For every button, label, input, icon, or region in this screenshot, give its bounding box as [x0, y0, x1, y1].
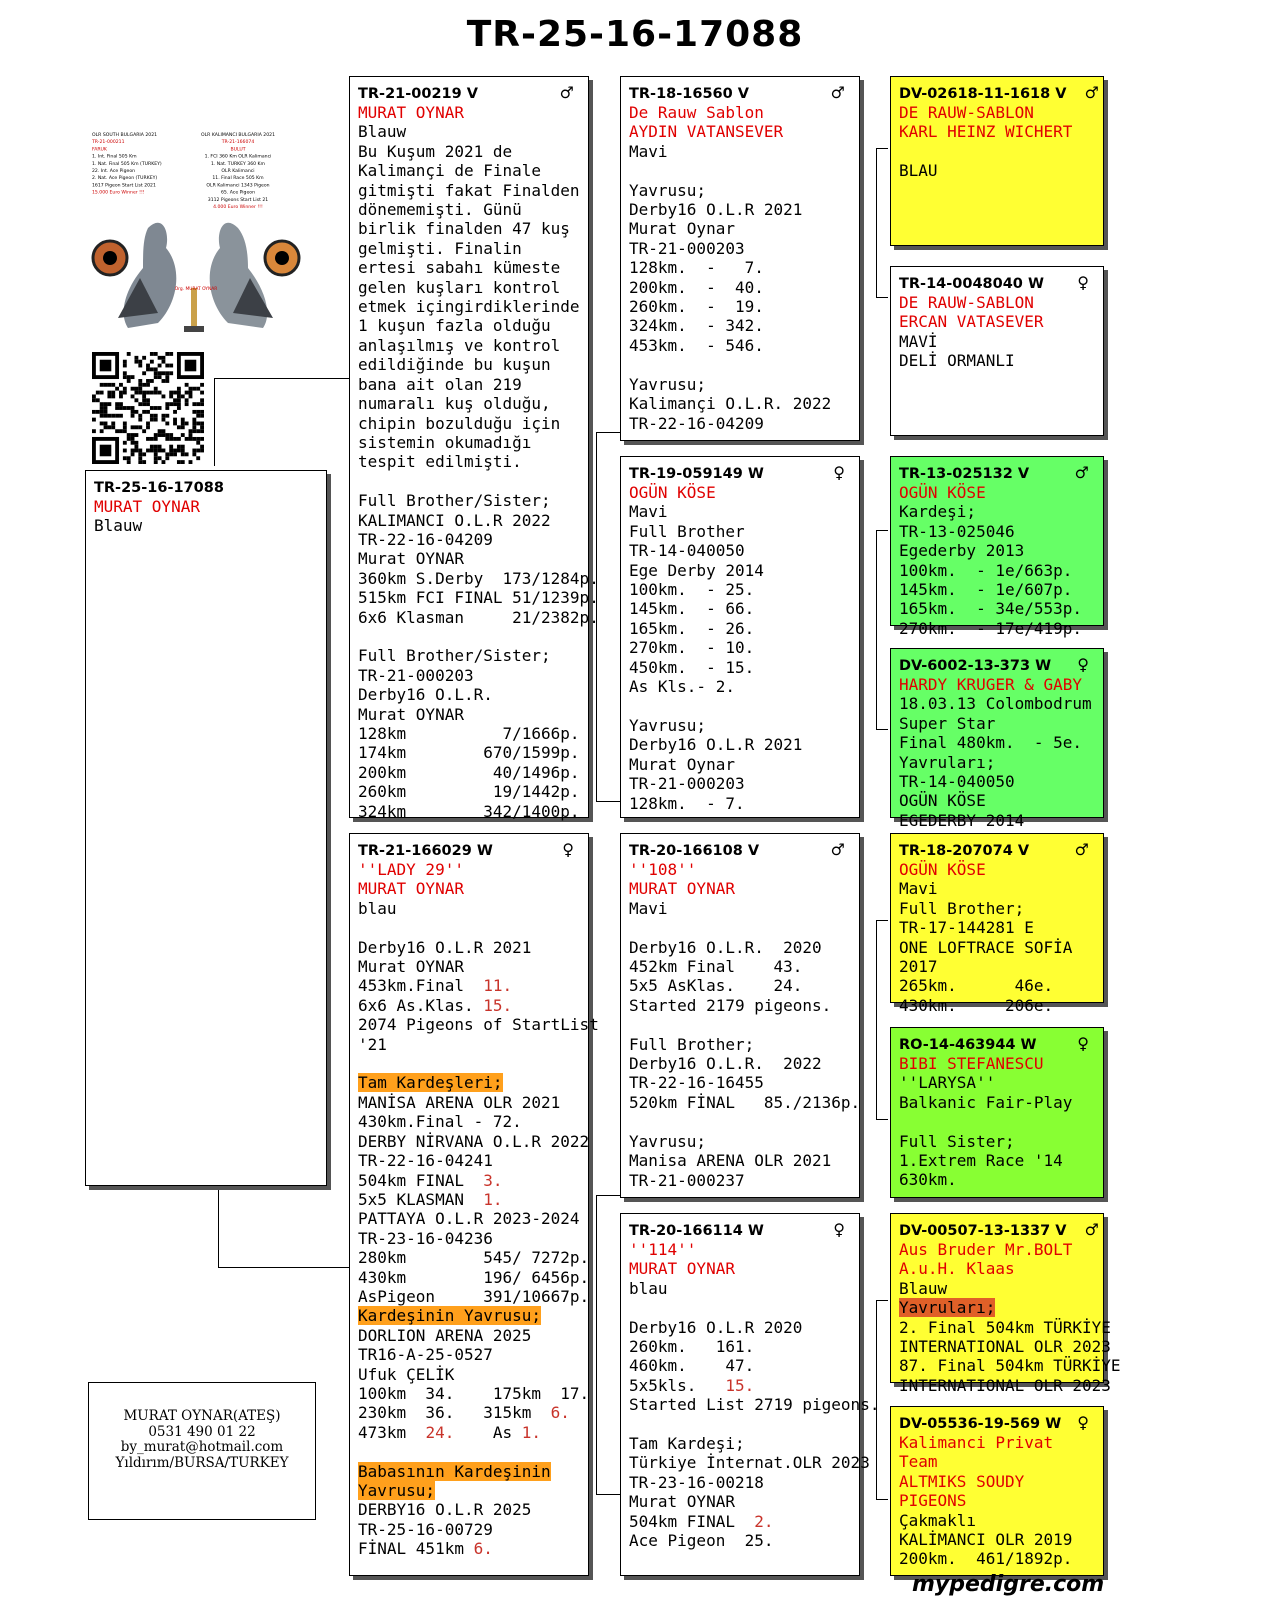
ssd-card[interactable]: [890, 266, 1104, 436]
card-line: Team: [899, 1452, 938, 1472]
card-line: DE RAUW-SABLON: [899, 103, 1034, 122]
card-line: OGÜN KÖSE: [629, 483, 716, 502]
card-line: Yavrusu;: [629, 715, 707, 735]
sire-dam-card[interactable]: [620, 456, 860, 818]
photo-caption-line: TR-21-166074: [221, 140, 255, 146]
card-line: Yavruları;: [899, 752, 996, 772]
ddd-card[interactable]: [890, 1406, 1104, 1576]
subject-card[interactable]: [85, 470, 327, 1186]
dam-ring: TR-21-166029 W: [358, 843, 493, 859]
card-line: Full Brother/Sister;: [358, 646, 551, 666]
sire-card[interactable]: [349, 76, 599, 821]
card-line: 200km. 461/1892p.: [899, 1549, 1073, 1569]
card-line: TR-22-16-04241: [358, 1151, 493, 1171]
card-line: 430km 196/ 6456p.: [358, 1267, 590, 1287]
female-icon: ♀: [833, 1220, 845, 1239]
dam-sire-card[interactable]: [620, 833, 860, 1198]
card-line: 128km 7/1666p.: [358, 724, 580, 743]
photo-caption-line: OLR Kalimanci 1343 Pigeon: [206, 183, 270, 189]
card-line: TR-21-000203: [358, 665, 474, 685]
card-line: 128km. - 7.: [629, 258, 764, 278]
card-line: ALTMIKS SOUDY: [899, 1471, 1025, 1491]
card-line: DELİ ORMANLI: [899, 351, 1015, 371]
card-line: Derby16 O.L.R. 2020: [629, 937, 822, 957]
card-line: Blauw: [94, 516, 143, 536]
card-line: Ufuk ÇELİK: [358, 1364, 455, 1384]
card-line: Derby16 O.L.R 2020: [629, 1317, 803, 1337]
card-line: TR-14-040050: [629, 541, 745, 561]
card-line: OGÜN KÖSE: [899, 791, 986, 811]
card-line: Kalimanci Privat: [899, 1433, 1054, 1452]
card-line: Full Brother/Sister;: [358, 491, 551, 511]
card-line: Final 480km. - 5e.: [899, 733, 1083, 753]
card-line: DE RAUW-SABLON: [899, 293, 1034, 312]
card-line: Blauw: [358, 122, 407, 142]
female-icon: ♀: [1077, 655, 1089, 674]
card-line: Mavi: [629, 502, 668, 522]
card-line: ''LADY 29'': [358, 860, 464, 879]
card-line: Derby16 O.L.R. 2022: [629, 1054, 822, 1074]
photo-caption-line: TR-21-000211: [92, 140, 125, 146]
card-line: Murat OYNAR: [629, 1492, 735, 1512]
photo-caption-line: 15.000 Euro Winner !!!: [92, 190, 145, 196]
card-line: ''LARYSA'': [899, 1073, 996, 1093]
card-line: Bu Kuşum 2021 de: [358, 141, 513, 161]
card-line: TR-22-16-04209: [358, 529, 493, 549]
qr-code[interactable]: [92, 352, 204, 464]
sss-ring: DV-02618-11-1618 V: [899, 86, 1067, 102]
card-line: 270km. - 17e/419p.: [899, 618, 1083, 638]
card-line: TR-14-040050: [899, 772, 1015, 792]
card-line: 145km. - 66.: [629, 599, 755, 619]
card-line: MURAT OYNAR: [94, 497, 200, 516]
card-line: TR-13-025046: [899, 521, 1015, 541]
photo-caption-line: BULUT: [230, 147, 246, 153]
card-line: Derby16 O.L.R.: [358, 685, 493, 705]
card-line: 230km 36. 315km 6.: [358, 1403, 570, 1423]
sire-dam-ring: TR-19-059149 W: [629, 466, 764, 482]
card-line: KALIMANCI O.L.R 2022: [358, 510, 551, 530]
male-icon: ♂: [1084, 83, 1099, 102]
photo-caption-line: 1. Nat. TURKEY 360 Km: [210, 161, 266, 167]
dam-sire-ring: TR-20-166108 V: [629, 843, 760, 859]
card-line: [629, 696, 853, 715]
card-line: INTERNATIONAL OLR 2023: [899, 1375, 1111, 1395]
card-line: [629, 918, 853, 937]
card-line: 430km. 206e.: [899, 995, 1054, 1015]
breeder-contact: [88, 1382, 316, 1520]
card-line: dönememişti. Günü: [358, 200, 522, 220]
card-line: 630km.: [899, 1170, 957, 1190]
card-line: Manisa ARENA OLR 2021: [629, 1151, 832, 1171]
card-line: Ege Derby 2014: [629, 560, 764, 580]
site-watermark[interactable]: mypedigre.com: [912, 1572, 1105, 1597]
card-line: Started 2179 pigeons.: [629, 995, 832, 1015]
card-line: TR-21-000203: [629, 774, 745, 794]
dss-ring: TR-18-207074 V: [899, 843, 1030, 859]
male-icon: ♂: [830, 840, 845, 859]
card-line: Türkiye İnternat.OLR 2023: [629, 1453, 870, 1473]
dsd-ring: RO-14-463944 W: [899, 1037, 1037, 1053]
card-line: 453km.Final 11.: [358, 976, 513, 996]
female-icon: ♀: [833, 463, 845, 482]
card-line: TR-22-16-04209: [629, 413, 764, 433]
card-line: 324km 342/1400p.: [358, 801, 580, 821]
card-line: Kardeşi;: [899, 502, 977, 522]
card-line: edildiğinde bu kuşun: [358, 355, 551, 375]
subject-ring: TR-25-16-17088: [94, 480, 224, 496]
card-line: TR-22-16-16455: [629, 1073, 764, 1093]
card-line: Murat OYNAR: [358, 957, 464, 977]
card-line: Derby16 O.L.R 2021: [629, 735, 803, 755]
card-line: [629, 1015, 853, 1034]
card-line: 165km. - 26.: [629, 618, 755, 638]
photo-caption-line: 4.000 Euro Winner !!!: [213, 205, 263, 210]
card-line: 1 kuşun fazla olduğu: [358, 316, 551, 336]
female-icon: ♀: [1077, 1034, 1089, 1053]
photo-caption-line: 2. Nat. Ace Pigeon (TURKEY): [92, 176, 158, 182]
card-line: [899, 1112, 1097, 1131]
card-line: 515km FCI FINAL 51/1239p.: [358, 588, 599, 608]
card-line: MURAT OYNAR: [629, 1259, 735, 1279]
photo-caption-line: OLR KALIMANCI BULGARIA 2021: [201, 133, 275, 138]
card-line: Full Brother;: [899, 898, 1025, 918]
card-line: 18.03.13 Colombodrum: [899, 694, 1092, 714]
card-line: Murat OYNAR: [358, 704, 464, 724]
card-line: [629, 1415, 853, 1434]
sire-ring: TR-21-00219 V: [358, 86, 478, 102]
card-line: KARL HEINZ WICHERT: [899, 122, 1073, 142]
card-line: Yavrusu;: [358, 1481, 436, 1500]
card-line: [358, 1442, 582, 1461]
card-line: FİNAL 451km 6.: [358, 1539, 493, 1559]
card-line: 100km 34. 175km 17.: [358, 1383, 590, 1403]
card-line: 6x6 As.Klas. 15.: [358, 995, 513, 1015]
card-line: gelmişti. Finalin: [358, 238, 522, 258]
card-line: birlik finalden 47 kuş: [358, 219, 570, 239]
sire-sire-ring: TR-18-16560 V: [629, 86, 749, 102]
card-line: 5x5 KLASMAN 1.: [358, 1189, 503, 1209]
card-line: Mavi: [629, 141, 668, 161]
sds-card[interactable]: [890, 456, 1104, 638]
dsd-card[interactable]: [890, 1027, 1104, 1198]
photo-caption-line: FARUK: [92, 147, 107, 153]
card-line: DERBY NİRVANA O.L.R 2022: [358, 1131, 590, 1151]
card-line: 360km S.Derby 173/1284p.: [358, 568, 599, 588]
female-icon: ♀: [1077, 273, 1089, 292]
card-line: TR-21-000237: [629, 1170, 745, 1190]
card-line: 128km. - 7.: [629, 793, 745, 813]
card-line: 452km Final 43.: [629, 957, 803, 977]
card-line: AsPigeon 391/10667p.: [358, 1286, 590, 1306]
card-line: 165km. - 34e/553p.: [899, 599, 1083, 619]
card-line: DORLION ARENA 2025: [358, 1325, 532, 1345]
card-line: 5x5kls. 15.: [629, 1375, 755, 1395]
card-line: Murat Oynar: [629, 754, 735, 774]
card-line: Derby16 O.L.R 2021: [629, 200, 803, 220]
card-line: Yavruları;: [899, 1298, 996, 1318]
card-line: [358, 1054, 582, 1073]
card-line: A.u.H. Klaas: [899, 1259, 1015, 1279]
card-line: Mavi: [629, 898, 668, 918]
card-line: 520km FİNAL 85./2136p.: [629, 1092, 861, 1112]
dds-card[interactable]: [890, 1213, 1121, 1395]
photo-caption-line: OLR SOUTH BULGARIA 2021: [92, 133, 158, 138]
male-icon: ♂: [1074, 463, 1089, 482]
card-line: blau: [358, 898, 397, 918]
card-line: PATTAYA O.L.R 2023-2024: [358, 1209, 580, 1229]
card-line: MURAT OYNAR: [358, 103, 464, 122]
male-icon: ♂: [559, 83, 574, 102]
card-line: 100km. - 1e/663p.: [899, 560, 1073, 580]
card-line: 260km. - 19.: [629, 297, 764, 317]
card-line: Babasının Kardeşinin: [358, 1461, 551, 1481]
card-line: gitmişti fakat Finalden: [358, 180, 580, 200]
card-line: numaralı kuş olduğu,: [358, 394, 551, 414]
card-line: PIGEONS: [899, 1491, 967, 1511]
card-line: 324km. - 342.: [629, 316, 764, 336]
female-icon: ♀: [562, 840, 574, 859]
card-line: 450km. - 15.: [629, 657, 755, 677]
card-line: tespit edilmişti.: [358, 452, 522, 472]
card-line: BIBI STEFANESCU: [899, 1054, 1044, 1073]
card-line: TR-23-16-04236: [358, 1228, 493, 1248]
card-line: 460km. 47.: [629, 1356, 755, 1376]
card-line: ONE LOFTRACE SOFİA: [899, 937, 1073, 957]
breeder-name: MURAT OYNAR(ATEŞ): [123, 1408, 281, 1424]
photo-caption-line: OLR Kalimanci: [221, 169, 255, 174]
card-line: Aus Bruder Mr.BOLT: [899, 1240, 1073, 1259]
card-line: DERBY16 O.L.R 2025: [358, 1500, 532, 1520]
card-line: blau: [629, 1278, 668, 1298]
dam-card[interactable]: [349, 833, 599, 1576]
dam-dam-card[interactable]: [620, 1213, 880, 1576]
photo-caption-line: 1. Nat. Final 505 Km (TURKEY): [92, 161, 162, 167]
photo-caption-line: 1. Int. Final 505 Km: [92, 154, 137, 160]
card-line: [629, 161, 853, 180]
card-line: MANİSA ARENA OLR 2021: [358, 1092, 561, 1112]
card-line: TR-21-000203: [629, 238, 745, 258]
card-line: 265km. 46e.: [899, 976, 1054, 996]
card-line: Full Brother: [629, 521, 745, 541]
card-line: 2074 Pigeons of StartList: [358, 1015, 599, 1035]
photo-caption-line: 22. Int. Ace Pigeon: [92, 169, 136, 174]
card-line: Murat Oynar: [629, 219, 735, 239]
sdd-card[interactable]: [890, 648, 1104, 830]
breeder-email[interactable]: by_murat@hotmail.com: [120, 1439, 284, 1455]
card-line: EGEDERBY 2014: [899, 810, 1025, 830]
card-line: Egederby 2013: [899, 541, 1025, 561]
card-line: Kalimançi de Finale: [358, 161, 542, 181]
card-line: 5x5 AsKlas. 24.: [629, 976, 803, 996]
card-line: Balkanic Fair-Play: [899, 1092, 1073, 1112]
card-line: MURAT OYNAR: [629, 879, 735, 899]
card-line: MURAT OYNAR: [358, 879, 464, 899]
card-line: INTERNATIONAL OLR 2023: [899, 1337, 1111, 1357]
photo-caption-line: 1. FCI 360 Km OLR Kalimanci: [204, 154, 272, 160]
card-line: bana ait olan 219: [358, 374, 522, 394]
dds-ring: DV-00507-13-1337 V: [899, 1223, 1067, 1239]
card-line: Yavrusu;: [629, 180, 707, 200]
card-line: 100km. - 25.: [629, 580, 755, 600]
card-line: ERCAN VATASEVER: [899, 312, 1044, 332]
photo-caption-line: 65. Ace Pigeon: [220, 190, 256, 196]
card-line: 260km 19/1442p.: [358, 782, 580, 802]
card-line: Çakmaklı: [899, 1510, 977, 1530]
card-line: Full Brother;: [629, 1034, 755, 1054]
card-line: chipin bozulduğu için: [358, 413, 561, 433]
sire-sire-card[interactable]: [620, 76, 860, 441]
card-line: 430km.Final - 72.: [358, 1112, 522, 1132]
card-line: [629, 355, 853, 374]
breeder-phone[interactable]: 0531 490 01 22: [148, 1423, 256, 1440]
page-title: TR-25-16-17088: [466, 14, 804, 55]
card-line: TR-23-16-00218: [629, 1472, 764, 1492]
card-line: ''108'': [629, 860, 697, 879]
card-line: [629, 1112, 853, 1131]
dam-dam-ring: TR-20-166114 W: [629, 1223, 764, 1239]
sdd-ring: DV-6002-13-373 W: [899, 658, 1052, 674]
card-line: ertesi sabahı kümeste: [358, 258, 561, 278]
card-line: 453km. - 546.: [629, 335, 764, 355]
card-line: '21: [358, 1034, 387, 1054]
sds-ring: TR-13-025132 V: [899, 466, 1030, 482]
photo-caption-line: 1617 Pigeon Start List 2021: [92, 183, 156, 189]
card-line: Blauw: [899, 1278, 948, 1298]
card-line: etmek içingirdiklerinde: [358, 297, 580, 317]
male-icon: ♂: [1084, 1220, 1099, 1239]
card-line: 504km FINAL 2.: [629, 1511, 774, 1531]
card-line: Derby16 O.L.R 2021: [358, 937, 532, 957]
card-line: anlaşılmış ve kontrol: [358, 335, 561, 355]
card-line: 270km. - 10.: [629, 638, 755, 658]
male-icon: ♂: [1074, 840, 1089, 859]
card-line: Super Star: [899, 713, 996, 733]
card-line: [899, 142, 1097, 161]
card-line: Kardeşinin Yavrusu;: [358, 1306, 542, 1326]
card-line: As Kls.- 2.: [629, 677, 735, 697]
card-line: TR16-A-25-0527: [358, 1345, 493, 1365]
card-line: TR-17-144281 E: [899, 918, 1034, 938]
card-line: Mavi: [899, 879, 938, 899]
breeder-location: Yıldırım/BURSA/TURKEY: [115, 1454, 289, 1471]
male-icon: ♂: [830, 83, 845, 102]
card-line: Tam Kardeşi;: [629, 1434, 745, 1454]
pigeon-photo: [88, 128, 304, 342]
card-line: TR-25-16-00729: [358, 1519, 493, 1539]
card-line: OGÜN KÖSE: [899, 483, 986, 502]
card-line: 504km FINAL 3.: [358, 1170, 503, 1190]
card-line: ''114'': [629, 1240, 697, 1259]
card-line: Yavrusu;: [629, 1131, 707, 1151]
card-line: Ace Pigeon 25.: [629, 1531, 774, 1551]
card-line: 87. Final 504km TÜRKİYE: [899, 1356, 1121, 1376]
card-line: 145km. - 1e/607p.: [899, 580, 1073, 600]
card-line: Murat OYNAR: [358, 549, 464, 569]
card-line: Kalimançi O.L.R. 2022: [629, 394, 832, 414]
ssd-ring: TR-14-0048040 W: [899, 276, 1044, 292]
photo-caption-line: 3112 Pigeons Start List 21: [207, 197, 269, 203]
card-line: De Rauw Sablon: [629, 103, 764, 122]
card-line: 6x6 Klasman 21/2382p.: [358, 607, 599, 627]
svg-text:Org. MURAT OYNAR: Org. MURAT OYNAR: [174, 287, 218, 292]
card-line: [358, 627, 582, 646]
card-line: MAVİ: [899, 331, 938, 351]
card-line: gelen kuşları kontrol: [358, 277, 561, 297]
card-line: AYDIN VATANSEVER: [629, 122, 784, 142]
photo-caption-line: 11. Final Race 505 Km: [212, 176, 264, 182]
card-line: 280km 545/ 7272p.: [358, 1248, 590, 1268]
ddd-ring: DV-05536-19-569 W: [899, 1416, 1062, 1432]
card-line: 174km 670/1599p.: [358, 743, 580, 763]
card-line: Tam Kardeşleri;: [358, 1073, 503, 1093]
card-line: Yavrusu;: [629, 374, 707, 394]
sss-card[interactable]: [890, 76, 1104, 246]
card-line: Full Sister;: [899, 1131, 1015, 1151]
card-line: [358, 472, 582, 491]
card-line: 2. Final 504km TÜRKİYE: [899, 1317, 1111, 1337]
card-line: 2017: [899, 957, 938, 977]
card-line: 200km 40/1496p.: [358, 762, 580, 782]
card-line: 200km. - 40.: [629, 277, 764, 297]
female-icon: ♀: [1077, 1413, 1089, 1432]
card-line: [629, 1298, 853, 1317]
card-line: [358, 918, 582, 937]
card-line: HARDY KRUGER & GABY: [899, 675, 1083, 694]
dss-card[interactable]: [890, 833, 1104, 1015]
card-line: 473km 24. As 1.: [358, 1422, 542, 1442]
card-line: sistemin okumadığı: [358, 432, 532, 452]
card-line: Started List 2719 pigeons.: [629, 1395, 880, 1415]
card-line: KALİMANCI OLR 2019: [899, 1530, 1073, 1550]
card-line: OGÜN KÖSE: [899, 860, 986, 879]
card-line: 1.Extrem Race '14: [899, 1151, 1063, 1171]
card-line: BLAU: [899, 161, 938, 181]
card-line: 260km. 161.: [629, 1337, 755, 1357]
